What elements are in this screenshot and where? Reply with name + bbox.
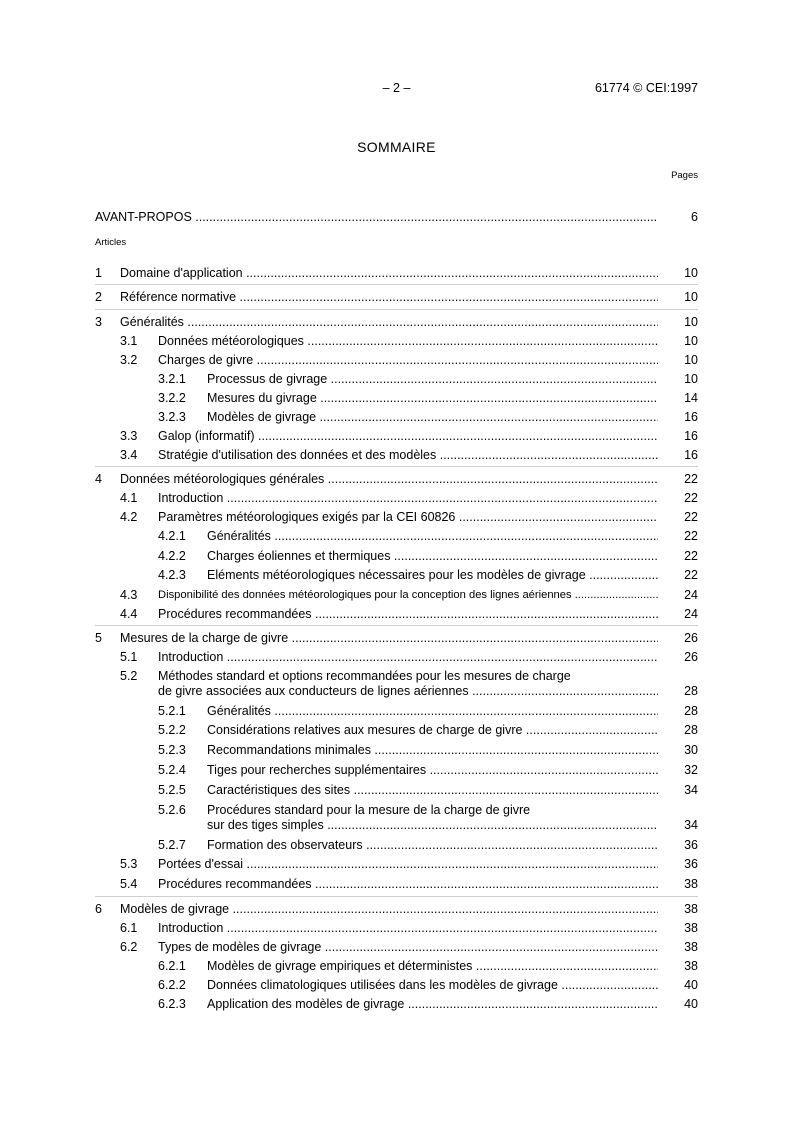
toc-entry-text: Introduction ..... (158, 490, 658, 506)
toc-entry-text-line1: Procédures standard pour la mesure de la charge de givre (207, 803, 531, 817)
toc-entry-page: 34 (684, 818, 698, 832)
toc-entry-text: Disponibilité des données météorologiques pour la conception des lignes aériennes ..... (158, 587, 658, 603)
toc-entry-text: Portées d'essai ..... (158, 856, 658, 872)
toc-entry-page: 38 (684, 902, 698, 916)
toc-entry-page: 10 (684, 334, 698, 348)
toc-entry-text: AVANT-PROPOS ..... (95, 209, 658, 225)
toc-entry-text: Procédures recommandées ..... (158, 606, 658, 622)
toc-entry[interactable] (95, 567, 698, 583)
toc-entry[interactable] (95, 314, 698, 330)
toc-entry-text: Procédures recommandées ..... (158, 876, 658, 892)
toc-entry[interactable] (95, 606, 698, 622)
toc-entry-page: 24 (684, 588, 698, 602)
toc-entry-text: Introduction ..... (158, 649, 658, 665)
toc-entry[interactable] (95, 447, 698, 463)
toc-entry[interactable] (95, 742, 698, 758)
toc-entry-page: 28 (684, 684, 698, 698)
toc-entry-page: 34 (684, 783, 698, 797)
toc-entry-page: 16 (684, 429, 698, 443)
toc-entry-page: 10 (684, 372, 698, 386)
page-title: SOMMAIRE (357, 139, 436, 155)
toc-entry-text: Types de modèles de givrage ..... (158, 939, 658, 955)
toc-entry-page: 14 (684, 391, 698, 405)
toc-entry-number: 4.3 (120, 588, 138, 602)
toc-entry-number: 6.2.3 (158, 997, 186, 1011)
toc-entry-text: Charges éoliennes et thermiques ..... (207, 548, 658, 564)
toc-entry-number: 3.3 (120, 429, 138, 443)
toc-entry-text: Eléments météorologiques nécessaires pour les modèles de givrage ..... (207, 567, 658, 583)
toc-entry-page: 40 (684, 997, 698, 1011)
toc-entry-page: 22 (684, 491, 698, 505)
toc-entry-text: Application des modèles de givrage ..... (207, 996, 658, 1012)
toc-entry-text: Données météorologiques générales ..... (120, 471, 658, 487)
toc-entry-text: Mesures du givrage ..... (207, 390, 658, 406)
toc-entry[interactable] (95, 471, 698, 487)
toc-entry-text: sur des tiges simples ..... (207, 817, 658, 833)
toc-entry-number: 4.1 (120, 491, 138, 505)
toc-entry-page: 38 (684, 940, 698, 954)
toc-entry-number: 4 (95, 472, 102, 486)
toc-entry-page: 22 (684, 568, 698, 582)
toc-entry[interactable] (95, 587, 698, 603)
toc-entry[interactable] (95, 630, 698, 646)
section-divider (95, 284, 698, 285)
toc-entry-text: Domaine d'application ..... (120, 265, 658, 281)
toc-entry[interactable] (95, 901, 698, 917)
toc-entry[interactable] (95, 333, 698, 349)
toc-entry-text: Référence normative ..... (120, 289, 658, 305)
toc-entry-page: 10 (684, 353, 698, 367)
toc-entry-text: Galop (informatif) ..... (158, 428, 658, 444)
toc-entry-page: 22 (684, 529, 698, 543)
toc-entry-text: Charges de givre ..... (158, 352, 658, 368)
toc-entry-page: 22 (684, 549, 698, 563)
articles-label: Articles (95, 237, 127, 248)
toc-entry-text: de givre associées aux conducteurs de lignes aériennes ..... (158, 683, 658, 699)
toc-entry-text: Formation des observateurs ..... (207, 837, 658, 853)
toc-entry[interactable] (95, 958, 698, 974)
toc-entry-page: 32 (684, 763, 698, 777)
toc-entry-number: 2 (95, 290, 102, 304)
page-number: – 2 – (382, 81, 411, 95)
toc-entry-text: Généralités ..... (207, 703, 658, 719)
toc-entry[interactable] (95, 548, 698, 564)
toc-entry[interactable] (95, 856, 698, 872)
toc-entry[interactable] (95, 876, 698, 892)
toc-entry-text: Recommandations minimales ..... (207, 742, 658, 758)
toc-entry-page: 6 (691, 210, 698, 224)
toc-entry-number: 5.2.7 (158, 838, 186, 852)
toc-entry-number: 6.2 (120, 940, 138, 954)
toc-entry-page: 10 (684, 266, 698, 280)
toc-entry[interactable] (95, 803, 698, 833)
toc-entry-number: 3.2.2 (158, 391, 186, 405)
toc-entry-text: Modèles de givrage ..... (120, 901, 658, 917)
toc-entry-text: Considérations relatives aux mesures de charge de givre ..... (207, 722, 658, 738)
toc-entry-number: 4.4 (120, 607, 138, 621)
toc-entry-number: 6.2.2 (158, 978, 186, 992)
toc-entry-page: 36 (684, 838, 698, 852)
toc-entry-text: Généralités ..... (120, 314, 658, 330)
toc-entry-number: 5.1 (120, 650, 138, 664)
toc-entry-page: 22 (684, 472, 698, 486)
toc-entry-page: 22 (684, 510, 698, 524)
toc-entry-number: 4.2 (120, 510, 138, 524)
toc-entry-number: 5.2 (120, 669, 138, 683)
toc-entry-page: 26 (684, 631, 698, 645)
toc-entry-text: Données climatologiques utilisées dans les modèles de givrage ..... (207, 977, 658, 993)
toc-entry-number: 3.2.1 (158, 372, 186, 386)
toc-entry-page: 26 (684, 650, 698, 664)
toc-entry-number: 5.2.3 (158, 743, 186, 757)
toc-entry-number: 3.2.3 (158, 410, 186, 424)
toc-entry-number: 3.2 (120, 353, 138, 367)
toc-entry[interactable] (95, 371, 698, 387)
toc-entry-number: 4.2.2 (158, 549, 186, 563)
toc-entry[interactable] (95, 977, 698, 993)
section-divider (95, 309, 698, 310)
document-reference: 61774 © CEI:1997 (594, 81, 698, 95)
toc-entry[interactable] (95, 939, 698, 955)
toc-entry[interactable] (95, 762, 698, 778)
toc-entry-text: Modèles de givrage ..... (207, 409, 658, 425)
toc-entry-text: Introduction ..... (158, 920, 658, 936)
toc-entry-page: 38 (684, 959, 698, 973)
toc-entry-text: Caractéristiques des sites ..... (207, 782, 658, 798)
toc-entry-page: 28 (684, 723, 698, 737)
toc-entry-page: 30 (684, 743, 698, 757)
toc-entry[interactable] (95, 409, 698, 425)
section-divider (95, 625, 698, 626)
toc-entry-number: 5.2.4 (158, 763, 186, 777)
toc-entry-page: 40 (684, 978, 698, 992)
toc-entry-number: 5.3 (120, 857, 138, 871)
toc-entry-number: 1 (95, 266, 102, 280)
toc-entry-text: Stratégie d'utilisation des données et des modèles ..... (158, 447, 658, 463)
toc-entry-text: Modèles de givrage empiriques et déterministes ..... (207, 958, 658, 974)
toc-entry-page: 36 (684, 857, 698, 871)
toc-entry-page: 16 (684, 410, 698, 424)
toc-entry-number: 6.1 (120, 921, 138, 935)
toc-entry-number: 3 (95, 315, 102, 329)
toc-entry[interactable] (95, 352, 698, 368)
toc-entry-text-line1: Méthodes standard et options recommandées pour les mesures de charge (158, 669, 571, 683)
toc-entry[interactable] (95, 265, 698, 281)
section-divider (95, 896, 698, 897)
toc-entry-number: 5.2.5 (158, 783, 186, 797)
toc-entry-text: Mesures de la charge de givre ..... (120, 630, 658, 646)
toc-entry-page: 38 (684, 877, 698, 891)
toc-entry-number: 5.2.1 (158, 704, 186, 718)
toc-entry[interactable] (95, 390, 698, 406)
toc-entry-page: 24 (684, 607, 698, 621)
toc-entry-number: 5.2.6 (158, 803, 186, 817)
toc-entry-text: Paramètres météorologiques exigés par la CEI 60826 ..... (158, 509, 658, 525)
toc-entry-page: 38 (684, 921, 698, 935)
toc-entry-number: 4.2.1 (158, 529, 186, 543)
toc-entry-page: 28 (684, 704, 698, 718)
toc-entry-page: 16 (684, 448, 698, 462)
toc-entry[interactable] (95, 428, 698, 444)
toc-entry[interactable] (95, 289, 698, 305)
toc-entry[interactable] (95, 649, 698, 665)
toc-entry-number: 5.2.2 (158, 723, 186, 737)
toc-entry[interactable] (95, 782, 698, 798)
toc-entry-text: Données météorologiques ..... (158, 333, 658, 349)
toc-entry[interactable] (95, 490, 698, 506)
toc-entry[interactable] (95, 837, 698, 853)
pages-column-label: Pages (671, 170, 698, 181)
toc-entry-number: 3.4 (120, 448, 138, 462)
toc-entry[interactable] (95, 669, 698, 699)
toc-entry-page: 10 (684, 315, 698, 329)
toc-entry-page: 10 (684, 290, 698, 304)
toc-entry-number: 6 (95, 902, 102, 916)
toc-entry-text: Processus de givrage ..... (207, 371, 658, 387)
toc-entry[interactable] (95, 920, 698, 936)
toc-entry[interactable] (95, 509, 698, 525)
toc-entry[interactable] (95, 996, 698, 1012)
section-divider (95, 466, 698, 467)
toc-entry-text: Généralités ..... (207, 528, 658, 544)
toc-entry[interactable] (95, 528, 698, 544)
toc-entry[interactable] (95, 722, 698, 738)
toc-entry-number: 4.2.3 (158, 568, 186, 582)
toc-entry[interactable] (95, 703, 698, 719)
toc-entry-number: 3.1 (120, 334, 138, 348)
toc-entry-text: Tiges pour recherches supplémentaires ..... (207, 762, 658, 778)
toc-entry-avant-propos[interactable] (95, 209, 698, 225)
toc-entry-number: 5 (95, 631, 102, 645)
toc-entry-number: 5.4 (120, 877, 138, 891)
toc-entry-number: 6.2.1 (158, 959, 186, 973)
